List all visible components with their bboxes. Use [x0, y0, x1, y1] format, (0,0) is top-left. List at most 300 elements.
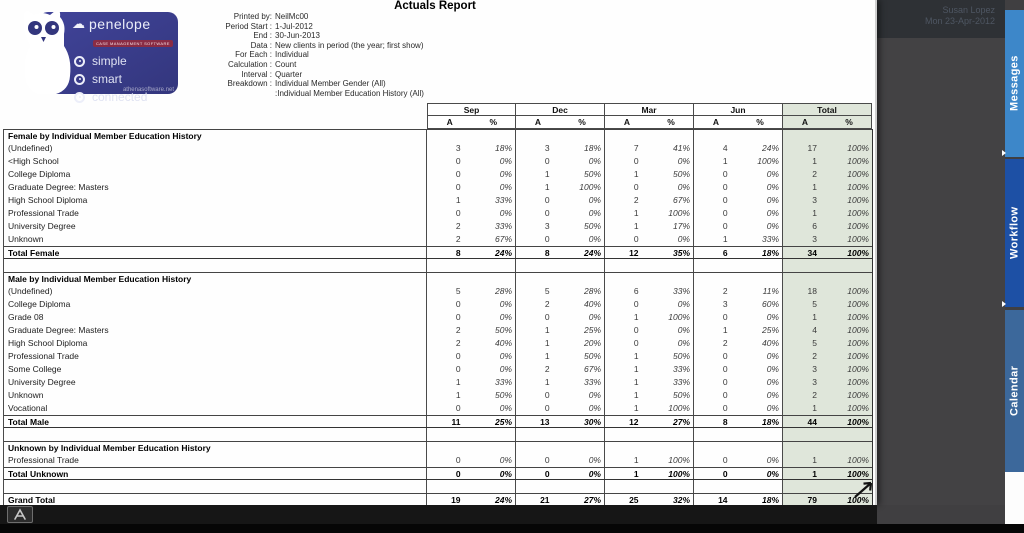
cell-group [605, 285, 694, 298]
cell-count: 0 [722, 221, 728, 231]
row-label: (Undefined) [4, 285, 427, 298]
table-row [4, 181, 872, 194]
cell-count: 2 [722, 286, 728, 296]
acrobat-icon[interactable] [7, 506, 33, 523]
cell-group [694, 285, 783, 298]
cell-percent [560, 480, 604, 493]
cell-count: 1 [812, 312, 817, 322]
cell-group [605, 207, 694, 220]
cell-group [783, 454, 872, 467]
table-row [4, 142, 872, 155]
cell-percent: 25% [761, 325, 779, 335]
cell-percent: 0% [588, 469, 601, 479]
cell-percent: 100% [847, 325, 869, 335]
cell-count [694, 480, 738, 493]
cell-percent: 0% [588, 403, 601, 413]
user-info [877, 0, 1005, 38]
cell-count: 1 [812, 469, 817, 479]
row-label: (Undefined) [4, 142, 427, 155]
cell-count: 2 [812, 390, 817, 400]
cell-group [427, 155, 516, 168]
cell-count: 2 [722, 338, 728, 348]
tab-expand-arrow-icon[interactable] [1002, 301, 1006, 307]
row-label [4, 480, 427, 493]
cell-count [783, 442, 827, 454]
cell-count [605, 428, 649, 441]
cell-percent: 100% [847, 495, 869, 505]
cell-percent: 100% [847, 312, 869, 322]
cloud-icon: ☁ [72, 16, 85, 31]
cell-percent: 24% [494, 248, 512, 258]
cell-percent: 27% [672, 417, 690, 427]
cell-percent [649, 273, 693, 285]
cell-percent: 0% [499, 312, 512, 322]
cell-count: 2 [455, 234, 461, 244]
cell-group [783, 480, 872, 493]
cell-percent: 33% [672, 364, 690, 374]
side-panel-body [880, 38, 1005, 505]
cell-percent: 0% [499, 169, 512, 179]
cell-percent: 0% [766, 469, 779, 479]
table-row [4, 298, 872, 311]
cell-percent [560, 428, 604, 441]
cell-count: 0 [633, 182, 639, 192]
cell-percent: 0% [499, 156, 512, 166]
cell-group [605, 376, 694, 389]
cell-percent [827, 480, 872, 493]
cell-group [427, 442, 516, 454]
cell-group [516, 207, 605, 220]
cell-group [427, 454, 516, 467]
table-row [4, 324, 872, 337]
report-table [3, 103, 873, 506]
cell-percent: 0% [588, 195, 601, 205]
cell-count: 6 [722, 248, 728, 258]
cell-group [783, 389, 872, 402]
column-header-jun: Jun [694, 103, 783, 116]
cell-count: 44 [807, 417, 817, 427]
cell-group [427, 311, 516, 324]
meta-label: Period Start : [225, 21, 272, 31]
cell-percent: 50% [672, 169, 690, 179]
cell-percent: 33% [672, 286, 690, 296]
column-header-sep: Sep [427, 103, 516, 116]
cell-percent: 100% [579, 182, 601, 192]
cell-percent: 0% [588, 455, 601, 465]
cell-percent: 41% [672, 143, 690, 153]
side-panel-footer [1005, 472, 1024, 524]
cell-percent [560, 442, 604, 454]
cell-group [427, 389, 516, 402]
cell-group [427, 259, 516, 272]
cell-group [694, 259, 783, 272]
cell-percent: 100% [847, 469, 869, 479]
table-row [4, 220, 872, 233]
meta-label [200, 89, 272, 99]
cell-percent [738, 273, 782, 285]
cell-group [694, 428, 783, 441]
cell-group [694, 363, 783, 376]
meta-value: Individual [275, 50, 309, 60]
subcolumn-a: A [534, 117, 542, 127]
cell-count: 1 [544, 351, 550, 361]
cell-percent: 0% [766, 455, 779, 465]
cell-count: 3 [812, 364, 817, 374]
cell-group [516, 337, 605, 350]
cell-count: 2 [455, 221, 461, 231]
cell-count: 0 [722, 390, 728, 400]
cell-group [783, 416, 872, 427]
cell-group [605, 363, 694, 376]
logo-tagline: CASE MANAGEMENT SOFTWARE [93, 40, 173, 47]
cell-count: 0 [455, 182, 461, 192]
cell-group [694, 207, 783, 220]
cell-count: 1 [544, 338, 550, 348]
cell-percent: 24% [583, 248, 601, 258]
cell-percent: 67% [494, 234, 512, 244]
cell-count: 3 [544, 221, 550, 231]
row-label: Some College [4, 363, 427, 376]
row-label: Total Unknown [4, 468, 427, 479]
cell-percent [471, 480, 515, 493]
cell-count [516, 130, 560, 142]
cell-group [427, 233, 516, 246]
cell-group [783, 442, 872, 454]
cell-percent [471, 442, 515, 454]
cell-group [427, 376, 516, 389]
cell-group [783, 298, 872, 311]
bottom-bar [0, 524, 1024, 533]
cell-group [427, 350, 516, 363]
cell-percent: 0% [677, 234, 690, 244]
meta-label: Breakdown : [227, 79, 272, 89]
cell-count: 18 [807, 286, 817, 296]
cell-percent: 100% [847, 377, 869, 387]
cell-percent: 18% [761, 417, 779, 427]
cell-percent: 32% [672, 495, 690, 505]
cell-percent [827, 273, 872, 285]
cell-count: 1 [812, 403, 817, 413]
cell-group [783, 376, 872, 389]
tab-messages-label: Messages [1008, 55, 1021, 112]
cell-group [783, 259, 872, 272]
cell-count [783, 428, 827, 441]
cell-percent [471, 130, 515, 142]
cell-count: 1 [633, 377, 639, 387]
cell-percent [738, 428, 782, 441]
cell-percent: 50% [672, 390, 690, 400]
current-date: Mon 23-Apr-2012 [924, 16, 995, 26]
cell-percent: 0% [499, 299, 512, 309]
cell-percent: 18% [761, 495, 779, 505]
cell-count: 1 [544, 377, 550, 387]
cell-percent: 33% [672, 377, 690, 387]
cell-group [694, 468, 783, 479]
cell-group [516, 376, 605, 389]
cell-group [605, 350, 694, 363]
cell-percent [649, 442, 693, 454]
cell-group [694, 402, 783, 415]
cell-count: 0 [722, 351, 728, 361]
row-label: College Diploma [4, 298, 427, 311]
cell-count: 2 [812, 169, 817, 179]
cell-group [783, 168, 872, 181]
cell-count: 0 [722, 403, 728, 413]
row-label: Grand Total [4, 494, 427, 506]
subcolumn-pct: % [489, 117, 498, 127]
cell-count: 2 [455, 325, 461, 335]
tab-workflow[interactable] [1005, 159, 1024, 307]
cell-count: 3 [812, 234, 817, 244]
cell-percent: 40% [761, 338, 779, 348]
cell-group [694, 442, 783, 454]
cell-percent: 0% [766, 364, 779, 374]
cell-count: 1 [633, 169, 639, 179]
table-row [4, 311, 872, 324]
cell-percent: 60% [761, 299, 779, 309]
cell-group [783, 285, 872, 298]
logo-word-smart: smart [92, 72, 122, 86]
cell-group [605, 389, 694, 402]
cell-count: 1 [812, 182, 817, 192]
cell-percent: 0% [499, 351, 512, 361]
cell-count [694, 273, 738, 285]
cell-count: 1 [633, 208, 639, 218]
cell-group [605, 130, 694, 142]
table-row [4, 376, 872, 389]
cell-group [516, 142, 605, 155]
cell-group [783, 428, 872, 441]
cell-group [605, 324, 694, 337]
cell-count: 12 [629, 417, 639, 427]
cell-percent: 100% [847, 403, 869, 413]
column-header-dec: Dec [516, 103, 605, 116]
cell-percent: 100% [847, 455, 869, 465]
cell-group [516, 428, 605, 441]
cell-count: 1 [722, 234, 728, 244]
cell-group [605, 468, 694, 479]
row-label: Total Male [4, 416, 427, 427]
cell-group [516, 181, 605, 194]
cell-count [605, 442, 649, 454]
meta-label: Calculation : [227, 59, 272, 69]
cell-percent: 67% [583, 364, 601, 374]
cell-percent: 33% [761, 234, 779, 244]
cell-group [605, 233, 694, 246]
tab-expand-arrow-icon[interactable] [1002, 150, 1006, 156]
cell-percent: 100% [847, 364, 869, 374]
cell-percent: 50% [494, 390, 512, 400]
cell-group [427, 402, 516, 415]
table-column-headers [427, 103, 873, 116]
cell-count: 0 [544, 156, 550, 166]
cell-group [694, 337, 783, 350]
logo-texts [72, 16, 176, 104]
cell-count: 0 [455, 364, 461, 374]
cell-group [427, 130, 516, 142]
cell-count [516, 259, 560, 272]
cell-group [605, 273, 694, 285]
table-row [4, 454, 872, 467]
cell-count: 1 [633, 390, 639, 400]
cell-count [427, 428, 471, 441]
subcolumn-a: A [446, 117, 453, 127]
tab-calendar[interactable] [1005, 310, 1024, 472]
cell-count [427, 480, 471, 493]
cell-group [516, 389, 605, 402]
cell-percent: 0% [499, 208, 512, 218]
cell-count: 1 [544, 325, 550, 335]
cell-percent: 100% [847, 156, 869, 166]
cell-percent: 20% [583, 338, 601, 348]
logo-website: athenasoftware.net [122, 87, 174, 93]
cell-group [694, 350, 783, 363]
cell-percent [649, 259, 693, 272]
meta-label: Interval : [241, 69, 272, 79]
tab-messages[interactable] [1005, 10, 1024, 157]
chart-icon [74, 74, 85, 85]
meta-label: Data : [250, 40, 272, 50]
cell-group [694, 298, 783, 311]
cell-count: 0 [722, 208, 728, 218]
row-label: Vocational [4, 402, 427, 415]
cell-count: 5 [455, 286, 461, 296]
cell-group [694, 233, 783, 246]
cell-count: 0 [455, 156, 461, 166]
cell-percent: 0% [677, 156, 690, 166]
tab-workflow-label: Workflow [1008, 206, 1021, 260]
cell-group [427, 324, 516, 337]
cell-percent: 35% [672, 248, 690, 258]
cell-count: 1 [722, 156, 728, 166]
row-label: College Diploma [4, 168, 427, 181]
subcolumn-header [694, 116, 783, 129]
cell-group [427, 285, 516, 298]
cell-percent [560, 273, 604, 285]
cell-count: 1 [633, 364, 639, 374]
cell-count: 1 [633, 221, 639, 231]
cell-group [694, 130, 783, 142]
cell-count [694, 442, 738, 454]
cell-group [605, 442, 694, 454]
cell-percent: 0% [766, 221, 779, 231]
cell-count: 2 [544, 299, 550, 309]
cell-count: 14 [718, 495, 728, 505]
cell-group [605, 247, 694, 258]
cell-group [516, 168, 605, 181]
subcolumn-header [516, 116, 605, 129]
cell-count: 0 [544, 234, 550, 244]
logo-brand-name: penelope [89, 16, 151, 32]
cell-count [516, 442, 560, 454]
cell-percent: 18% [761, 248, 779, 258]
cell-group [694, 155, 783, 168]
cell-count: 1 [812, 156, 817, 166]
cell-count: 6 [633, 286, 639, 296]
cell-count: 7 [633, 143, 639, 153]
cell-percent: 100% [847, 338, 869, 348]
cell-count: 13 [540, 417, 550, 427]
cell-count [516, 480, 560, 493]
cell-percent: 0% [766, 390, 779, 400]
meta-label: End : [253, 31, 272, 41]
cell-percent: 100% [847, 182, 869, 192]
cell-group [516, 259, 605, 272]
row-label: Professional Trade [4, 350, 427, 363]
cell-group [694, 416, 783, 427]
cell-percent [827, 442, 872, 454]
cell-group [783, 207, 872, 220]
cell-group [783, 350, 872, 363]
meta-value: 30-Jun-2013 [275, 31, 320, 41]
cell-percent [827, 259, 872, 272]
row-label: Graduate Degree: Masters [4, 324, 427, 337]
cell-group [605, 220, 694, 233]
cell-group [783, 142, 872, 155]
cell-percent: 11% [762, 286, 779, 296]
cell-count: 0 [455, 403, 461, 413]
cell-count: 0 [722, 455, 728, 465]
cell-group [427, 247, 516, 258]
cell-count: 0 [455, 312, 461, 322]
cell-count: 0 [633, 156, 639, 166]
cell-group [427, 181, 516, 194]
cell-count: 1 [812, 208, 817, 218]
cell-percent: 100% [847, 195, 869, 205]
cell-percent: 24% [494, 495, 512, 505]
cell-percent: 33% [583, 377, 601, 387]
cell-group [516, 416, 605, 427]
cell-count: 0 [722, 469, 728, 479]
cell-group [427, 428, 516, 441]
cell-percent: 25% [583, 325, 601, 335]
row-label: Unknown [4, 389, 427, 402]
cell-count: 4 [812, 325, 817, 335]
cell-count: 34 [807, 248, 817, 258]
cell-percent [738, 480, 782, 493]
cell-percent: 50% [583, 351, 601, 361]
cell-group [605, 311, 694, 324]
cell-count: 5 [812, 299, 817, 309]
subcolumn-header [427, 116, 516, 129]
cell-count [427, 442, 471, 454]
meta-value: NeilMc00 [275, 12, 309, 21]
pdf-toolbar [0, 505, 877, 524]
section-header-row [4, 129, 872, 142]
cell-count: 0 [544, 195, 550, 205]
row-label: University Degree [4, 220, 427, 233]
cell-count: 0 [544, 469, 550, 479]
cell-percent: 100% [668, 312, 690, 322]
column-header-total: Total [783, 103, 872, 116]
cell-group [605, 402, 694, 415]
cell-percent: 25% [494, 417, 512, 427]
cell-group [516, 155, 605, 168]
cell-count: 2 [812, 351, 817, 361]
cell-group [605, 298, 694, 311]
spacer-row [4, 259, 872, 272]
cell-group [783, 181, 872, 194]
cell-count: 0 [633, 299, 639, 309]
report-meta [200, 12, 460, 98]
cell-group [783, 324, 872, 337]
cell-count: 1 [455, 195, 461, 205]
cell-count: 1 [633, 403, 639, 413]
cell-count: 0 [455, 455, 461, 465]
cell-percent [649, 130, 693, 142]
cell-count: 2 [455, 338, 461, 348]
cell-group [783, 363, 872, 376]
